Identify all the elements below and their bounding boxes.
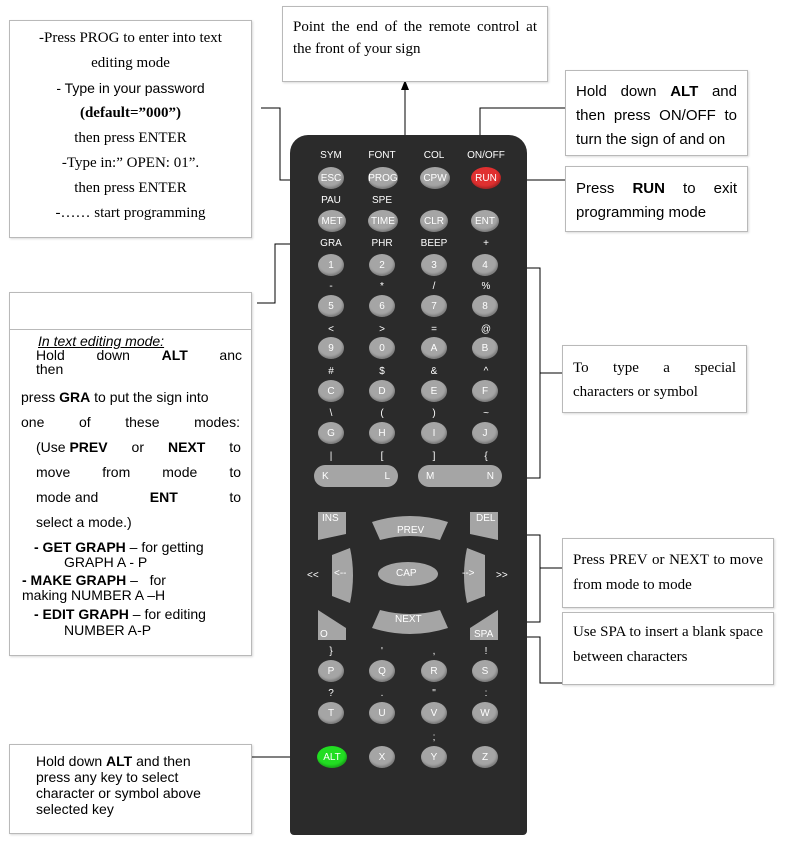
gra-l3b: GRA [59,389,91,405]
run-text2: to exit programming mode [576,180,738,221]
key-h[interactable]: H [369,422,395,444]
gra-mode3 [34,607,206,622]
label-rparen: ) [432,408,436,419]
gra-l7a: mode and [36,489,99,505]
key-r[interactable]: R [421,660,447,682]
gra-l1a: Hold [36,347,65,363]
esc-button[interactable]: ESC [318,167,344,189]
left-ext-label: << [307,570,319,581]
key-q[interactable]: Q [369,660,395,682]
label-eq: = [431,324,437,335]
label-bang: ! [484,646,488,657]
left-label: <-- [334,568,347,579]
label-star: * [380,281,384,292]
prog-line8: -…… start programming [55,205,206,221]
run-button[interactable]: RUN [471,167,501,189]
label-apos: ' [381,646,383,657]
gra-m2a: - MAKE GRAPH [22,572,127,588]
key-4[interactable]: 4 [472,254,498,276]
prog-line7: then press ENTER [74,180,187,196]
label-quote: " [432,688,436,699]
alt-key-bold: ALT [106,753,133,769]
gra-l5b: PREV [69,439,108,455]
key-x[interactable]: X [369,746,395,768]
alt-button[interactable]: ALT [317,746,347,768]
key-s[interactable]: S [472,660,498,682]
label-caret: ^ [483,366,489,377]
key-b[interactable]: B [472,337,498,359]
gra-line6: move from mode to [36,464,241,480]
gra-m2b: – for [126,572,166,588]
label-col: COL [423,150,445,161]
key-v[interactable]: V [421,702,447,724]
time-button[interactable]: TIME [368,210,398,232]
label-backslash: \ [329,408,333,419]
key-m: M [426,470,435,482]
key-6[interactable]: 6 [369,295,395,317]
gra-heading: In text editing mode: [38,333,165,349]
label-rbracket: ] [432,451,436,462]
label-at: @ [480,324,492,335]
remote-body [290,135,527,835]
ent-button[interactable]: ENT [471,210,499,232]
label-percent: % [481,281,491,292]
prog-line3: - Type in your password [56,80,205,96]
key-y[interactable]: Y [421,746,447,768]
callout-prog [9,20,252,238]
label-sym: SYM [320,150,342,161]
next-label: NEXT [395,614,422,625]
label-dollar: $ [379,366,385,377]
label-amp: & [430,366,438,377]
label-colon: : [484,688,488,699]
gra-mode2 [22,573,166,588]
gra-l1b: down [96,347,130,363]
callout-alt-onoff [565,70,748,156]
key-c[interactable]: C [318,380,344,402]
callout-alt-key [9,744,252,834]
spa-label: SPA [474,629,494,640]
label-hash: # [328,366,334,377]
gra-l5a: (Use [36,439,70,455]
key-7[interactable]: 7 [421,295,447,317]
label-slash: / [432,281,436,292]
gra-line7 [36,489,241,505]
key-a[interactable]: A [421,337,447,359]
gra-divider [10,329,251,330]
key-z[interactable]: Z [472,746,498,768]
prog-line1: -Press PROG to enter into text [39,30,222,46]
o-label: O [320,629,328,640]
callout-point [282,6,548,82]
run-bold: RUN [632,180,665,197]
key-e[interactable]: E [421,380,447,402]
gra-line2: then [36,361,64,377]
gra-line1 [36,348,242,362]
label-dot: . [380,688,384,699]
alt-key-text1: Hold down [36,753,107,769]
gra-line4: one of these modes: [21,414,240,430]
key-p[interactable]: P [318,660,344,682]
alt-key-text2: and then press any key to select character or symbol above selected key [36,753,201,817]
key-g[interactable]: G [318,422,344,444]
gra-l7c: to [229,489,241,505]
special-text: To type a special characters or symbol [573,360,736,400]
key-k: K [322,470,329,482]
key-i[interactable]: I [421,422,447,444]
gra-l1c: ALT [161,347,188,363]
key-j[interactable]: J [472,422,498,444]
callout-special [562,345,747,413]
label-rbrace: } [329,646,333,657]
prog-line4: (default=”000”) [79,105,182,121]
label-lparen: ( [380,408,384,419]
gra-l3c: to put the sign into [90,389,209,405]
key-8[interactable]: 8 [472,295,498,317]
key-k-l[interactable] [314,465,398,487]
right-ext-label: >> [496,570,508,581]
alt-onoff-text2: and then press ON/OFF to turn the sign of and on [576,83,737,148]
callout-gra [9,292,252,656]
label-phr: PHR [371,238,393,249]
key-t[interactable]: T [318,702,344,724]
alt-onoff-bold: ALT [670,83,699,100]
callout-prevnext [562,538,774,608]
gra-mode1b: GRAPH A - P [64,554,148,570]
prog-line5: then press ENTER [74,130,187,146]
label-plus: + [483,238,489,249]
label-pau: PAU [321,195,341,206]
point-text: Point the end of the remote control at the front of your sign [293,19,537,57]
label-gra: GRA [320,238,342,249]
key-f[interactable]: F [472,380,498,402]
clr-button[interactable]: CLR [420,210,448,232]
gra-l5e: to [229,439,241,455]
met-button[interactable]: MET [318,210,346,232]
gra-line8: select a mode.) [36,514,132,530]
key-3[interactable]: 3 [421,254,447,276]
key-n: N [486,470,494,482]
prog-line2: editing mode [91,55,170,71]
gra-l7b: ENT [149,489,178,505]
key-u[interactable]: U [369,702,395,724]
cpw-button[interactable]: CPW [420,167,450,189]
label-minus: - [329,281,333,292]
label-spe: SPE [371,195,393,206]
gra-m1b: – for getting [125,539,204,555]
del-label: DEL [476,513,496,524]
connector-onoff [480,108,565,135]
gra-m1a: - GET GRAPH [34,539,126,555]
right-label: --> [462,568,475,579]
key-w[interactable]: W [472,702,498,724]
label-font: FONT [368,150,396,161]
gra-m3b: – for editing [128,606,206,622]
label-comma: , [432,646,436,657]
gra-line3 [21,389,209,405]
key-9[interactable]: 9 [318,337,344,359]
key-0[interactable]: 0 [369,337,395,359]
gra-mode1 [34,540,204,555]
run-text1: Press [576,180,633,197]
gra-line5 [36,439,241,455]
gra-l1d: anc [219,347,242,363]
alt-onoff-text1: Hold down [576,83,671,100]
label-tilde: ~ [483,408,489,419]
key-m-n[interactable] [418,465,502,487]
label-question: ? [328,688,334,699]
key-1[interactable]: 1 [318,254,344,276]
prog-line6: -Type in:” OPEN: 01”. [61,155,200,171]
callout-spa [562,612,774,685]
key-2[interactable]: 2 [369,254,395,276]
label-onoff: ON/OFF [467,150,505,161]
gra-l3a: press [21,389,60,405]
gra-mode2b: making NUMBER A –H [22,587,166,603]
key-l: L [384,470,390,482]
label-lbracket: [ [380,451,384,462]
key-d[interactable]: D [369,380,395,402]
label-lt: < [328,324,334,335]
spa-text: Use SPA to insert a blank space between characters [573,624,763,665]
ins-label: INS [322,513,339,524]
gra-l5d: NEXT [167,439,206,455]
label-pipe: | [329,451,333,462]
key-5[interactable]: 5 [318,295,344,317]
prevnext-text: Press PREV or NEXT to move from mode to mode [573,552,763,593]
callout-run [565,166,748,232]
gra-m3a: - EDIT GRAPH [34,606,129,622]
gra-mode3b: NUMBER A-P [64,622,152,638]
gra-l5c: or [131,439,144,455]
label-beep: BEEP [420,238,448,249]
label-lbrace: { [484,451,488,462]
label-semicolon: ; [432,732,436,743]
cap-label: CAP [396,568,417,579]
label-gt: > [379,324,385,335]
prog-button[interactable]: PROG [368,167,398,189]
prev-label: PREV [397,525,425,536]
